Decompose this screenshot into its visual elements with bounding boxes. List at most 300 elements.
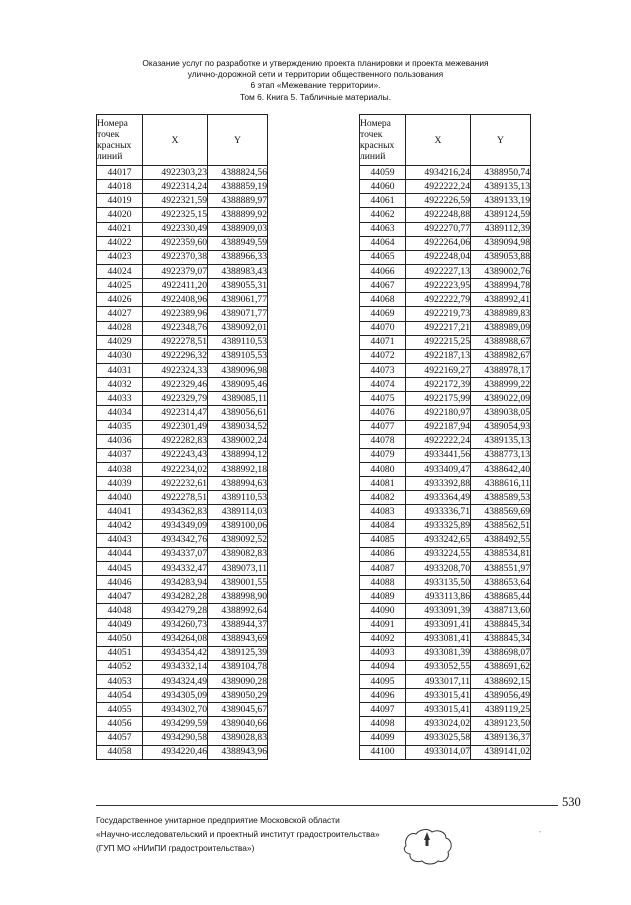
y-coordinate-cell: 4388988,67 <box>471 335 531 349</box>
point-number-cell: 44072 <box>360 349 406 363</box>
y-coordinate-cell: 4388989,83 <box>471 307 531 321</box>
y-coordinate-cell: 4389082,83 <box>208 547 268 561</box>
table-row <box>97 675 268 689</box>
table-row <box>360 279 531 293</box>
table-row <box>97 717 268 731</box>
table-row <box>360 335 531 349</box>
point-number-cell: 44085 <box>360 533 406 547</box>
x-coordinate-cell: 4922187,94 <box>406 420 471 434</box>
x-coordinate-cell: 4934349,09 <box>143 519 208 533</box>
point-number-cell: 44081 <box>360 477 406 491</box>
table-row <box>97 264 268 278</box>
table-row <box>97 731 268 745</box>
table-row <box>360 632 531 646</box>
y-coordinate-cell: 4388949,59 <box>208 236 268 250</box>
point-number-cell: 44034 <box>97 406 143 420</box>
y-coordinate-cell: 4389110,53 <box>208 491 268 505</box>
x-coordinate-cell: 4933024,02 <box>406 717 471 731</box>
point-number-cell: 44070 <box>360 321 406 335</box>
x-coordinate-cell: 4922226,59 <box>406 194 471 208</box>
point-number-cell: 44051 <box>97 646 143 660</box>
y-coordinate-cell: 4389073,11 <box>208 561 268 575</box>
x-coordinate-cell: 4933052,55 <box>406 660 471 674</box>
footer-divider <box>96 805 558 806</box>
point-number-cell: 44095 <box>360 675 406 689</box>
y-coordinate-cell: 4389085,11 <box>208 392 268 406</box>
table-row <box>97 208 268 222</box>
x-coordinate-cell: 4934290,58 <box>143 731 208 745</box>
y-coordinate-cell: 4388982,67 <box>471 349 531 363</box>
nipi-logo-icon <box>398 826 456 866</box>
point-number-cell: 44041 <box>97 505 143 519</box>
x-coordinate-cell: 4934279,28 <box>143 604 208 618</box>
point-number-cell: 44035 <box>97 420 143 434</box>
header-word: линий <box>97 151 123 162</box>
table-row <box>360 264 531 278</box>
table-row <box>360 547 531 561</box>
point-number-cell: 44087 <box>360 561 406 575</box>
table-row <box>360 689 531 703</box>
y-coordinate-cell: 4388773,13 <box>471 448 531 462</box>
table-row <box>97 349 268 363</box>
table-row <box>97 236 268 250</box>
table-row <box>360 434 531 448</box>
table-row <box>97 703 268 717</box>
table-row <box>360 717 531 731</box>
y-coordinate-cell: 4389135,13 <box>471 180 531 194</box>
point-number-cell: 44069 <box>360 307 406 321</box>
header-line-3: 6 этап «Межевание территории». <box>250 80 381 91</box>
y-coordinate-cell: 4389092,52 <box>208 533 268 547</box>
x-coordinate-cell: 4922187,13 <box>406 349 471 363</box>
table-row <box>97 547 268 561</box>
point-number-cell: 44042 <box>97 519 143 533</box>
y-coordinate-cell: 4388992,18 <box>208 462 268 476</box>
point-number-cell: 44048 <box>97 604 143 618</box>
point-number-cell: 44084 <box>360 519 406 533</box>
point-number-cell: 44047 <box>97 590 143 604</box>
point-number-cell: 44044 <box>97 547 143 561</box>
x-coordinate-cell: 4922282,83 <box>143 434 208 448</box>
point-number-cell: 44023 <box>97 250 143 264</box>
table-row <box>360 731 531 745</box>
table-row <box>360 618 531 632</box>
table-row <box>97 378 268 392</box>
y-coordinate-cell: 4389002,24 <box>208 434 268 448</box>
x-coordinate-cell: 4922411,20 <box>143 279 208 293</box>
x-coordinate-cell: 4922321,59 <box>143 194 208 208</box>
y-coordinate-cell: 4388992,41 <box>471 293 531 307</box>
x-coordinate-cell: 4922217,21 <box>406 321 471 335</box>
x-coordinate-cell: 4922329,79 <box>143 392 208 406</box>
y-coordinate-cell: 4389092,01 <box>208 321 268 335</box>
table-row <box>360 604 531 618</box>
column-header-point-number <box>97 115 143 166</box>
x-coordinate-cell: 4922180,97 <box>406 406 471 420</box>
y-coordinate-cell: 4388845,34 <box>471 632 531 646</box>
x-coordinate-cell: 4922248,88 <box>406 208 471 222</box>
table-row <box>360 491 531 505</box>
header-word: точек <box>97 129 120 140</box>
y-coordinate-cell: 4388992,64 <box>208 604 268 618</box>
point-number-cell: 44067 <box>360 279 406 293</box>
point-number-cell: 44050 <box>97 632 143 646</box>
y-coordinate-cell: 4389045,67 <box>208 703 268 717</box>
y-coordinate-cell: 4389071,77 <box>208 307 268 321</box>
point-number-cell: 44073 <box>360 363 406 377</box>
table-row <box>360 363 531 377</box>
point-number-cell: 44038 <box>97 462 143 476</box>
coordinates-table-right <box>359 114 531 760</box>
point-number-cell: 44075 <box>360 392 406 406</box>
x-coordinate-cell: 4933325,89 <box>406 519 471 533</box>
x-coordinate-cell: 4922227,13 <box>406 264 471 278</box>
coordinates-table-left <box>96 114 268 760</box>
y-coordinate-cell: 4388562,51 <box>471 519 531 533</box>
x-coordinate-cell: 4922169,27 <box>406 363 471 377</box>
x-coordinate-cell: 4922278,51 <box>143 335 208 349</box>
header-word: Номера <box>360 118 391 129</box>
x-coordinate-cell: 4922303,23 <box>143 166 208 180</box>
table-row <box>97 632 268 646</box>
x-coordinate-cell: 4922223,95 <box>406 279 471 293</box>
y-coordinate-cell: 4388692,15 <box>471 675 531 689</box>
x-coordinate-cell: 4922325,15 <box>143 208 208 222</box>
y-coordinate-cell: 4388569,69 <box>471 505 531 519</box>
x-coordinate-cell: 4934220,46 <box>143 745 208 759</box>
x-coordinate-cell: 4934332,47 <box>143 561 208 575</box>
table-row <box>97 222 268 236</box>
table-row <box>97 180 268 194</box>
y-coordinate-cell: 4389133,19 <box>471 194 531 208</box>
y-coordinate-cell: 4389114,03 <box>208 505 268 519</box>
table-row <box>360 505 531 519</box>
y-coordinate-cell: 4388899,92 <box>208 208 268 222</box>
x-coordinate-cell: 4934342,76 <box>143 533 208 547</box>
point-number-cell: 44026 <box>97 293 143 307</box>
y-coordinate-cell: 4388943,96 <box>208 745 268 759</box>
y-coordinate-cell: 4388551,97 <box>471 561 531 575</box>
header-line-1: Оказание услуг по разработке и утверждению проекта планировки и проекта межевания <box>142 58 489 68</box>
x-coordinate-cell: 4922329,46 <box>143 378 208 392</box>
point-number-cell: 44025 <box>97 279 143 293</box>
point-number-cell: 44099 <box>360 731 406 745</box>
point-number-cell: 44017 <box>97 166 143 180</box>
table-row <box>360 180 531 194</box>
table-row <box>97 250 268 264</box>
y-coordinate-cell: 4389094,98 <box>471 236 531 250</box>
x-coordinate-cell: 4933015,41 <box>406 689 471 703</box>
header-word: линий <box>360 151 386 162</box>
y-coordinate-cell: 4389053,88 <box>471 250 531 264</box>
footer-line-1: Государственное унитарное предприятие Московской области <box>96 815 340 825</box>
x-coordinate-cell: 4922232,61 <box>143 477 208 491</box>
x-coordinate-cell: 4933135,50 <box>406 576 471 590</box>
y-coordinate-cell: 4389034,52 <box>208 420 268 434</box>
y-coordinate-cell: 4389002,76 <box>471 264 531 278</box>
table-row <box>97 392 268 406</box>
y-coordinate-cell: 4388845,34 <box>471 618 531 632</box>
table-row <box>97 646 268 660</box>
y-coordinate-cell: 4389056,49 <box>471 689 531 703</box>
table-row <box>97 194 268 208</box>
point-number-cell: 44032 <box>97 378 143 392</box>
x-coordinate-cell: 4933025,58 <box>406 731 471 745</box>
point-number-cell: 44057 <box>97 731 143 745</box>
table-row <box>360 660 531 674</box>
point-number-cell: 44058 <box>97 745 143 759</box>
table-row <box>360 590 531 604</box>
y-coordinate-cell: 4388999,22 <box>471 378 531 392</box>
y-coordinate-cell: 4388859,19 <box>208 180 268 194</box>
footer-line-2: «Научно-исследовательский и проектный институт градостроительства» <box>96 829 380 839</box>
y-coordinate-cell: 4388994,12 <box>208 448 268 462</box>
x-coordinate-cell: 4922301,49 <box>143 420 208 434</box>
y-coordinate-cell: 4389141,02 <box>471 745 531 759</box>
point-number-cell: 44045 <box>97 561 143 575</box>
y-coordinate-cell: 4388994,63 <box>208 477 268 491</box>
point-number-cell: 44040 <box>97 491 143 505</box>
x-coordinate-cell: 4922314,47 <box>143 406 208 420</box>
y-coordinate-cell: 4389055,31 <box>208 279 268 293</box>
footer-line-3: (ГУП МО «НИиПИ градостроительства») <box>96 843 255 853</box>
point-number-cell: 44083 <box>360 505 406 519</box>
table-row <box>360 576 531 590</box>
y-coordinate-cell: 4389104,78 <box>208 660 268 674</box>
table-row <box>360 533 531 547</box>
x-coordinate-cell: 4934362,83 <box>143 505 208 519</box>
x-coordinate-cell: 4934282,28 <box>143 590 208 604</box>
y-coordinate-cell: 4389040,66 <box>208 717 268 731</box>
x-coordinate-cell: 4922370,38 <box>143 250 208 264</box>
x-coordinate-cell: 4934216,24 <box>406 166 471 180</box>
point-number-cell: 44060 <box>360 180 406 194</box>
header-line-2: улично-дорожной сети и территории общественного пользования <box>187 69 444 80</box>
point-number-cell: 44076 <box>360 406 406 420</box>
point-number-cell: 44018 <box>97 180 143 194</box>
table-row <box>97 618 268 632</box>
x-coordinate-cell: 4933091,41 <box>406 618 471 632</box>
x-coordinate-cell: 4922248,04 <box>406 250 471 264</box>
table-row <box>360 307 531 321</box>
point-number-cell: 44092 <box>360 632 406 646</box>
x-coordinate-cell: 4933224,55 <box>406 547 471 561</box>
table-row <box>97 448 268 462</box>
table-header-row <box>360 115 531 166</box>
x-coordinate-cell: 4922330,49 <box>143 222 208 236</box>
y-coordinate-cell: 4389095,46 <box>208 378 268 392</box>
header-word: красных <box>97 140 132 151</box>
x-coordinate-cell: 4922219,73 <box>406 307 471 321</box>
y-coordinate-cell: 4389125,39 <box>208 646 268 660</box>
table-row <box>97 604 268 618</box>
point-number-cell: 44063 <box>360 222 406 236</box>
table-row <box>97 745 268 759</box>
point-number-cell: 44036 <box>97 434 143 448</box>
point-number-cell: 44055 <box>97 703 143 717</box>
y-coordinate-cell: 4389054,93 <box>471 420 531 434</box>
y-coordinate-cell: 4388492,55 <box>471 533 531 547</box>
x-coordinate-cell: 4922408,96 <box>143 293 208 307</box>
point-number-cell: 44053 <box>97 675 143 689</box>
table-row <box>360 448 531 462</box>
table-row <box>97 590 268 604</box>
point-number-cell: 44080 <box>360 462 406 476</box>
x-coordinate-cell: 4922379,07 <box>143 264 208 278</box>
point-number-cell: 44043 <box>97 533 143 547</box>
x-coordinate-cell: 4922234,02 <box>143 462 208 476</box>
x-coordinate-cell: 4934354,42 <box>143 646 208 660</box>
x-coordinate-cell: 4934332,14 <box>143 660 208 674</box>
table-row <box>360 477 531 491</box>
y-coordinate-cell: 4389022,09 <box>471 392 531 406</box>
x-coordinate-cell: 4922270,77 <box>406 222 471 236</box>
point-number-cell: 44090 <box>360 604 406 618</box>
table-row <box>97 279 268 293</box>
point-number-cell: 44052 <box>97 660 143 674</box>
table-row <box>360 745 531 759</box>
x-coordinate-cell: 4922222,24 <box>406 434 471 448</box>
table-row <box>360 236 531 250</box>
x-coordinate-cell: 4933364,49 <box>406 491 471 505</box>
point-number-cell: 44064 <box>360 236 406 250</box>
column-header-x: X <box>143 115 208 166</box>
page-number: 530 <box>562 795 581 809</box>
header-word: Номера <box>97 118 128 129</box>
x-coordinate-cell: 4922278,51 <box>143 491 208 505</box>
point-number-cell: 44098 <box>360 717 406 731</box>
table-row <box>360 378 531 392</box>
table-row <box>97 660 268 674</box>
y-coordinate-cell: 4388966,33 <box>208 250 268 264</box>
y-coordinate-cell: 4388983,43 <box>208 264 268 278</box>
table-row <box>360 420 531 434</box>
point-number-cell: 44079 <box>360 448 406 462</box>
y-coordinate-cell: 4389001,55 <box>208 576 268 590</box>
table-row <box>97 477 268 491</box>
table-row <box>97 166 268 180</box>
column-header-y: Y <box>471 115 531 166</box>
point-number-cell: 44028 <box>97 321 143 335</box>
point-number-cell: 44030 <box>97 349 143 363</box>
y-coordinate-cell: 4389061,77 <box>208 293 268 307</box>
point-number-cell: 44077 <box>360 420 406 434</box>
table-row <box>360 349 531 363</box>
table-row <box>97 689 268 703</box>
header-word: красных <box>360 140 395 151</box>
column-header-y: Y <box>208 115 268 166</box>
point-number-cell: 44094 <box>360 660 406 674</box>
table-row <box>360 293 531 307</box>
y-coordinate-cell: 4389123,50 <box>471 717 531 731</box>
point-number-cell: 44062 <box>360 208 406 222</box>
y-coordinate-cell: 4389096,98 <box>208 363 268 377</box>
table-row <box>97 505 268 519</box>
x-coordinate-cell: 4934299,59 <box>143 717 208 731</box>
y-coordinate-cell: 4389136,37 <box>471 731 531 745</box>
y-coordinate-cell: 4388653,64 <box>471 576 531 590</box>
table-row <box>97 321 268 335</box>
table-row <box>360 675 531 689</box>
table-row <box>360 222 531 236</box>
y-coordinate-cell: 4388685,44 <box>471 590 531 604</box>
point-number-cell: 44074 <box>360 378 406 392</box>
y-coordinate-cell: 4388978,17 <box>471 363 531 377</box>
y-coordinate-cell: 4388698,07 <box>471 646 531 660</box>
y-coordinate-cell: 4389028,83 <box>208 731 268 745</box>
y-coordinate-cell: 4389105,53 <box>208 349 268 363</box>
x-coordinate-cell: 4933017,11 <box>406 675 471 689</box>
y-coordinate-cell: 4388989,09 <box>471 321 531 335</box>
x-coordinate-cell: 4922314,24 <box>143 180 208 194</box>
table-row <box>360 561 531 575</box>
x-coordinate-cell: 4922264,06 <box>406 236 471 250</box>
table-row <box>97 561 268 575</box>
x-coordinate-cell: 4934305,09 <box>143 689 208 703</box>
table-row <box>97 519 268 533</box>
point-number-cell: 44091 <box>360 618 406 632</box>
table-row <box>97 293 268 307</box>
y-coordinate-cell: 4389119,25 <box>471 703 531 717</box>
table-row <box>360 392 531 406</box>
y-coordinate-cell: 4389050,29 <box>208 689 268 703</box>
table-row <box>360 250 531 264</box>
x-coordinate-cell: 4933015,41 <box>406 703 471 717</box>
y-coordinate-cell: 4388889,97 <box>208 194 268 208</box>
point-number-cell: 44089 <box>360 590 406 604</box>
document-header <box>0 58 631 103</box>
table-row <box>97 533 268 547</box>
point-number-cell: 44019 <box>97 194 143 208</box>
x-coordinate-cell: 4922324,33 <box>143 363 208 377</box>
y-coordinate-cell: 4389135,13 <box>471 434 531 448</box>
table-row <box>97 406 268 420</box>
y-coordinate-cell: 4388943,69 <box>208 632 268 646</box>
y-coordinate-cell: 4389038,05 <box>471 406 531 420</box>
y-coordinate-cell: 4388589,53 <box>471 491 531 505</box>
point-number-cell: 44088 <box>360 576 406 590</box>
x-coordinate-cell: 4934337,07 <box>143 547 208 561</box>
point-number-cell: 44021 <box>97 222 143 236</box>
point-number-cell: 44039 <box>97 477 143 491</box>
x-coordinate-cell: 4922359,60 <box>143 236 208 250</box>
x-coordinate-cell: 4922172,39 <box>406 378 471 392</box>
x-coordinate-cell: 4933091,39 <box>406 604 471 618</box>
point-number-cell: 44100 <box>360 745 406 759</box>
point-number-cell: 44059 <box>360 166 406 180</box>
y-coordinate-cell: 4389090,28 <box>208 675 268 689</box>
table-row <box>97 462 268 476</box>
point-number-cell: 44033 <box>97 392 143 406</box>
header-line-4: Том 6. Книга 5. Табличные материалы. <box>239 91 392 102</box>
x-coordinate-cell: 4934324,49 <box>143 675 208 689</box>
table-row <box>360 519 531 533</box>
table-row <box>360 194 531 208</box>
x-coordinate-cell: 4922389,96 <box>143 307 208 321</box>
x-coordinate-cell: 4922175,99 <box>406 392 471 406</box>
y-coordinate-cell: 4389112,39 <box>471 222 531 236</box>
y-coordinate-cell: 4388950,74 <box>471 166 531 180</box>
point-number-cell: 44049 <box>97 618 143 632</box>
x-coordinate-cell: 4922296,32 <box>143 349 208 363</box>
x-coordinate-cell: 4922243,43 <box>143 448 208 462</box>
y-coordinate-cell: 4389100,06 <box>208 519 268 533</box>
y-coordinate-cell: 4388944,37 <box>208 618 268 632</box>
point-number-cell: 44056 <box>97 717 143 731</box>
table-row <box>97 307 268 321</box>
point-number-cell: 44024 <box>97 264 143 278</box>
x-coordinate-cell: 4922222,24 <box>406 180 471 194</box>
